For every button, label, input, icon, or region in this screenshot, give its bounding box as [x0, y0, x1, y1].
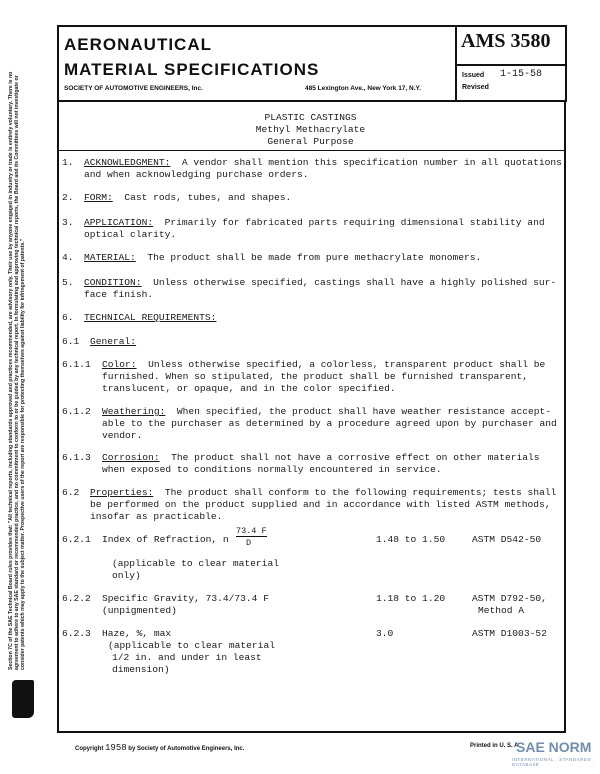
sae-norm-badge-subtitle: INTERNATIONAL . STANDARDS . DATABASE: [512, 757, 595, 767]
property-6-2-3-note1: (applicable to clear material: [108, 640, 275, 651]
section-6-1-1-text1: Unless otherwise specified, a colorless, transparent product shall be: [148, 359, 546, 370]
section-6-1-1-number: 6.1.1: [62, 359, 91, 370]
section-4-number: 4.: [62, 252, 74, 263]
section-6-2-text2: be performed on the product supplied and in accordance with listed ASTM methods,: [90, 499, 551, 510]
section-2-text1: Cast rods, tubes, and shapes.: [124, 192, 292, 203]
issued-date: 1-15-58: [500, 69, 543, 80]
section-6-heading: TECHNICAL REQUIREMENTS:: [84, 312, 217, 323]
property-6-2-3-number: 6.2.3: [62, 628, 91, 639]
property-6-2-2-note1: (unpigmented): [102, 605, 177, 616]
side-black-mark: [12, 680, 34, 718]
property-6-2-1-method: ASTM D542-50: [472, 534, 542, 545]
section-6-1-3-text1: The product shall not have a corrosive effect on other materials: [171, 452, 540, 463]
property-6-2-2-method2: Method A: [478, 605, 525, 616]
header-title-line2: MATERIAL SPECIFICATIONS: [64, 60, 320, 79]
side-legal-notice: [8, 70, 44, 690]
title-block-line3: General Purpose: [267, 136, 354, 147]
property-6-2-1-note1: (applicable to clear material: [112, 558, 279, 569]
section-2-line1: [84, 192, 291, 204]
section-6-2-heading: Properties:: [90, 487, 154, 498]
header-address: 485 Lexington Ave., New York 17, N.Y.: [305, 85, 421, 92]
property-6-2-3-note2: 1/2 in. and under in least: [112, 652, 262, 663]
section-3-text1: Primarily for fabricated parts requiring dimensional stability and: [164, 217, 545, 228]
property-6-2-3-range: 3.0: [376, 628, 394, 639]
section-5-heading: CONDITION:: [84, 277, 142, 288]
title-block-line1: PLASTIC CASTINGS: [264, 112, 357, 123]
section-6-1-2-line1: [102, 406, 551, 418]
section-6-2-text3: insofar as practicable.: [90, 511, 223, 522]
sae-norm-badge: SAE NORM: [516, 739, 592, 755]
property-6-2-1-note2: only): [112, 570, 141, 581]
section-6-1-2-text2: able to the purchaser as determined by a procedure agreed upon by purchaser and: [102, 418, 557, 429]
section-6-1-1-line1: [102, 359, 545, 371]
section-6-1-3-line1: [102, 452, 540, 464]
section-6-1-heading: General:: [90, 336, 137, 347]
section-1-number: 1.: [62, 157, 74, 168]
section-3-text2: optical clarity.: [84, 229, 177, 240]
footer-printed: Printed in U. S. A.: [470, 743, 521, 749]
header-society: SOCIETY OF AUTOMOTIVE ENGINEERS, Inc.: [64, 85, 203, 92]
section-4-heading: MATERIAL:: [84, 252, 136, 263]
section-3-line1: [84, 217, 545, 229]
section-6-1-2-number: 6.1.2: [62, 406, 91, 417]
section-6-1-3-number: 6.1.3: [62, 452, 91, 463]
issued-label: Issued: [462, 72, 485, 79]
spec-number: AMS 3580: [461, 30, 551, 52]
section-6-1-3-heading: Corrosion:: [102, 452, 160, 463]
section-5-text1: Unless otherwise specified, castings shall have a highly polished sur-: [153, 277, 557, 288]
title-block-divider: [57, 150, 564, 151]
property-6-2-1-fraction-bottom: D: [246, 538, 252, 548]
section-4-line1: [84, 252, 481, 264]
section-2-heading: FORM:: [84, 192, 113, 203]
section-6-1-1-text2: furnished. When so stipulated, the product shall be furnished transparent,: [102, 371, 529, 382]
section-6-1-1-text3: translucent, or opaque, and in the color specified.: [102, 383, 396, 394]
section-1-text1: A vendor shall mention this specification number in all quotations: [181, 157, 562, 168]
section-6-2-line1: [90, 487, 556, 499]
revised-label: Revised: [462, 84, 489, 91]
property-6-2-2-method1: ASTM D792-50,: [472, 593, 547, 604]
property-6-2-3-name: Haze, %, max: [102, 628, 172, 639]
section-1-text2: and when acknowledging purchase orders.: [84, 169, 309, 180]
title-block-line2: Methyl Methacrylate: [255, 124, 366, 135]
footer-copyright: [75, 743, 244, 753]
section-6-1-number: 6.1: [62, 336, 80, 347]
section-1-heading: ACKNOWLEDGMENT:: [84, 157, 171, 168]
property-6-2-2-range: 1.18 to 1.20: [376, 593, 446, 604]
section-2-number: 2.: [62, 192, 74, 203]
property-6-2-1-name: Index of Refraction, n: [102, 534, 229, 545]
section-6-1-2-heading: Weathering:: [102, 406, 166, 417]
property-6-2-2-name: Specific Gravity, 73.4/73.4 F: [102, 593, 269, 604]
section-6-2-number: 6.2: [62, 487, 80, 498]
section-6-2-text1: The product shall conform to the following requirements; tests shall: [164, 487, 557, 498]
property-6-2-3-method: ASTM D1003-52: [472, 628, 547, 639]
section-6-1-3-text2: when exposed to conditions normally encountered in service.: [102, 464, 442, 475]
section-3-heading: APPLICATION:: [84, 217, 154, 228]
section-3-number: 3.: [62, 217, 74, 228]
footer-copyright-prefix: Copyright: [75, 746, 104, 752]
section-5-text2: face finish.: [84, 289, 154, 300]
section-6-1-2-text3: vendor.: [102, 430, 143, 441]
footer-copyright-year: 1958: [105, 743, 127, 753]
footer-copyright-suffix: by Society of Automotive Engineers, Inc.: [128, 746, 245, 752]
property-6-2-1-fraction-top: 73.4 F: [236, 526, 267, 536]
property-6-2-1-range: 1.48 to 1.50: [376, 534, 446, 545]
section-5-line1: [84, 277, 556, 289]
section-6-1-1-heading: Color:: [102, 359, 137, 370]
property-6-2-2-number: 6.2.2: [62, 593, 91, 604]
spec-number-divider: [456, 64, 565, 66]
section-1-line1: [84, 157, 562, 169]
section-4-text1: The product shall be made from pure methacrylate monomers.: [147, 252, 482, 263]
section-6-1-2-text1: When specified, the product shall have weather resistance accept-: [176, 406, 552, 417]
property-6-2-3-note3: dimension): [112, 664, 170, 675]
section-6-number: 6.: [62, 312, 74, 323]
section-5-number: 5.: [62, 277, 74, 288]
header-title-line1: AERONAUTICAL: [64, 35, 212, 54]
property-6-2-1-number: 6.2.1: [62, 534, 91, 545]
side-legal-notice-text: Section 7C of the SAE Technical Board rules provides that: "All technical reports, including standards approved and practices recommended, are advisory only. Their use by anyone engaged in industry or trade is entirely voluntary. There is no agreement to adhere to any SAE standard or recommended practice, and no commitment to conform to or be guided by any technical report. In formulating and approving technical reports, the Board and its Committees will not investigate or consider patents which may apply to the subject matter. Prospective users of the report are responsible for protecting themselves against liability for infringement of patents.": [8, 71, 26, 670]
